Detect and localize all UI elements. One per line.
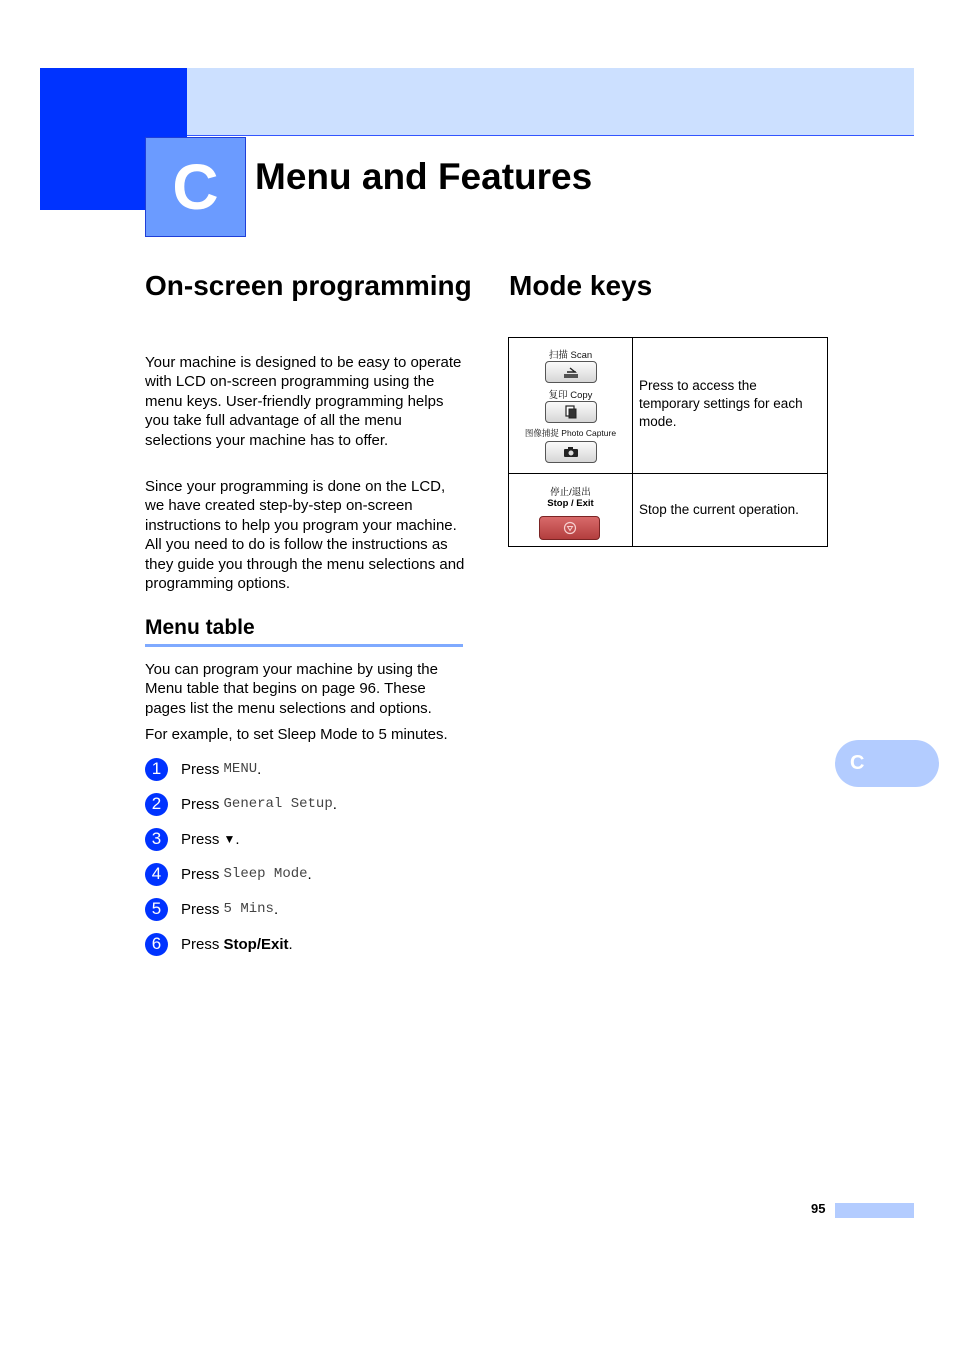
step-5 bbox=[145, 897, 278, 921]
step-4 bbox=[145, 862, 312, 886]
copy-key-label: 复印 Copy bbox=[548, 390, 593, 401]
mode-key-images bbox=[509, 338, 633, 473]
step-key: MENU bbox=[223, 761, 258, 777]
stop-key-label-cn: 停止/退出 bbox=[550, 487, 591, 498]
step-prefix: Press bbox=[181, 795, 220, 813]
step-prefix: Press bbox=[181, 935, 220, 953]
mode-keys-table bbox=[508, 337, 828, 547]
step-key: General Setup bbox=[223, 796, 333, 812]
step-prefix: Press bbox=[181, 760, 220, 778]
header-light-band bbox=[187, 68, 914, 136]
header-rule bbox=[187, 135, 914, 136]
step-3 bbox=[145, 827, 240, 851]
page-number-bar bbox=[835, 1203, 914, 1218]
stop-icon bbox=[539, 516, 600, 540]
paragraph-intro: Your machine is designed to be easy to operate with LCD on-screen programming using the menu keys. User-friendly programming helps you take full advantage of all the menu selections your machine has to offer. bbox=[145, 354, 462, 449]
step-6 bbox=[145, 932, 293, 956]
step-suffix: . bbox=[307, 865, 312, 883]
step-prefix: Press bbox=[181, 900, 220, 918]
paragraph-step-by-step: Since your programming is done on the LCD, we have created step-by-step on-screen instructions to help you program your machine. All you need to do is follow the instructions as they guide you through the menu selections and programming options. bbox=[145, 478, 465, 593]
table-row bbox=[509, 338, 827, 474]
step-2 bbox=[145, 792, 337, 816]
step-number: 2 bbox=[145, 793, 168, 816]
stop-key-image bbox=[509, 474, 633, 546]
step-key: Stop/Exit bbox=[223, 935, 289, 953]
step-prefix: Press bbox=[181, 830, 220, 848]
step-prefix: Press bbox=[181, 865, 220, 883]
step-number: 1 bbox=[145, 758, 168, 781]
chapter-title: Menu and Features bbox=[255, 156, 593, 197]
copy-icon bbox=[545, 401, 597, 423]
heading-onscreen-programming: On-screen programming bbox=[145, 270, 472, 301]
step-suffix: . bbox=[235, 830, 240, 848]
stop-key-label: Stop / Exit bbox=[547, 498, 594, 509]
stop-key-description: Stop the current operation. bbox=[639, 502, 799, 517]
step-key: 5 Mins bbox=[223, 901, 274, 917]
step-1 bbox=[145, 757, 261, 781]
heading-menu-table: Menu table bbox=[145, 616, 255, 639]
step-number: 6 bbox=[145, 933, 168, 956]
paragraph-example: For example, to set Sleep Mode to 5 minutes. bbox=[145, 726, 448, 743]
photo-capture-key-label: 图像捕捉 Photo Capture bbox=[524, 428, 617, 438]
step-suffix: . bbox=[273, 900, 279, 918]
step-suffix: . bbox=[257, 760, 262, 778]
chapter-side-tab: C bbox=[835, 740, 939, 787]
heading-underline bbox=[145, 644, 463, 647]
chapter-letter-box: C bbox=[145, 137, 246, 237]
down-arrow-icon: ▼ bbox=[223, 832, 236, 846]
heading-mode-keys: Mode keys bbox=[509, 270, 653, 301]
step-number: 4 bbox=[145, 863, 168, 886]
mode-keys-description: Press to access the temporary settings for each mode. bbox=[639, 378, 803, 429]
scan-key-label: 扫描 Scan bbox=[548, 350, 593, 361]
step-number: 5 bbox=[145, 898, 168, 921]
page-number: 95 bbox=[811, 1201, 826, 1216]
step-key: Sleep Mode bbox=[223, 866, 308, 882]
paragraph-menu-table: You can program your machine by using the Menu table that begins on page 96. These pages list the menu selections and options. bbox=[145, 661, 438, 717]
step-number: 3 bbox=[145, 828, 168, 851]
camera-icon bbox=[545, 441, 597, 463]
table-row bbox=[509, 474, 827, 546]
scan-icon bbox=[545, 361, 597, 383]
step-suffix: . bbox=[288, 935, 293, 953]
step-suffix: . bbox=[332, 795, 337, 813]
